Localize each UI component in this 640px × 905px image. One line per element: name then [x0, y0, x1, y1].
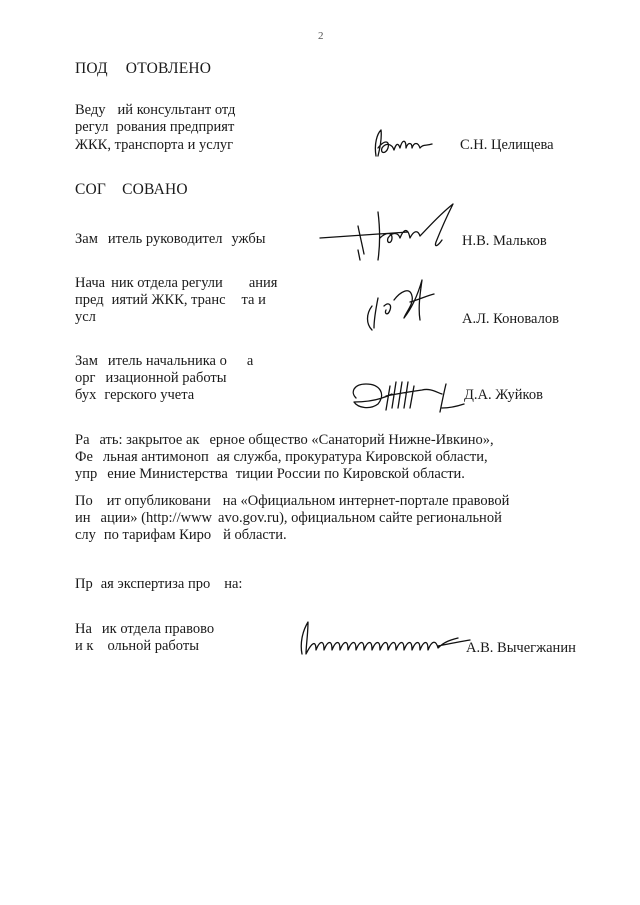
signatory-1-position: Зам итель руководител ужбы — [75, 231, 266, 247]
legal-name: А.В. Вычегжанин — [466, 640, 576, 656]
agreed-heading-part-1: СОГ — [75, 181, 107, 198]
signatory-3-position-line-1: Зам итель начальника о а — [75, 353, 254, 369]
signatory-2-position-line-3: усл — [75, 309, 96, 325]
signature-konovalov — [360, 272, 450, 334]
signature-vychegzhanin — [292, 614, 477, 662]
signatory-2-name: А.Л. Коновалов — [462, 311, 559, 327]
distribution-line-2: Фе льная антимоноп ая служба, прокуратура Кировской области, — [75, 449, 488, 465]
legal-position-line-2: и к ольной работы — [75, 638, 199, 654]
agreed-heading — [75, 181, 188, 199]
distribution-block — [75, 432, 578, 483]
prepared-name: С.Н. Целищева — [460, 137, 554, 153]
distribution-line-3: упр ение Министерства тиции России по Кировской области. — [75, 466, 465, 482]
distribution-line-1: Ра ать: закрытое ак ерное общество «Санаторий Нижне-Ивкино», — [75, 432, 494, 448]
expertise-line: Пр ая экспертиза про на: — [75, 576, 243, 592]
prepared-position-line-2: регул рования предприят — [75, 119, 235, 135]
publication-line-2: ин ации» (http://www avo.gov.ru), официальном сайте региональной — [75, 510, 502, 526]
signatory-3-position-line-3: бух герского учета — [75, 387, 195, 403]
signature-tselishcheva — [368, 126, 443, 162]
legal-position-line-1: На ик отдела правово — [75, 621, 215, 637]
signatory-2-position-line-2: пред иятий ЖКК, транс та и — [75, 292, 266, 308]
prepared-heading-part-2: ОТОВЛЕНО — [125, 60, 212, 77]
signatory-3-name: Д.А. Жуйков — [464, 387, 543, 403]
signatory-3-position-line-2: орг изационной работы — [75, 370, 227, 386]
signature-zhuykov — [346, 372, 466, 416]
page-number: 2 — [318, 30, 324, 42]
publication-line-3: слу по тарифам Киро й области. — [75, 527, 287, 543]
signature-malkov — [318, 198, 478, 268]
signatory-2-position-line-1: Нача ник отдела регули ания — [75, 275, 278, 291]
prepared-heading-part-1: ПОД — [75, 60, 108, 77]
publication-block — [75, 493, 578, 544]
signatory-1-name: Н.В. Мальков — [462, 233, 547, 249]
prepared-heading — [75, 60, 211, 78]
prepared-position-line-1: Веду ий консультант отд — [75, 102, 236, 118]
publication-line-1: По ит опубликовани на «Официальном интернет-портале правовой — [75, 493, 510, 509]
agreed-heading-part-2: СОВАНО — [122, 181, 188, 198]
prepared-position-line-3: ЖКК, транспорта и услуг — [75, 137, 234, 153]
